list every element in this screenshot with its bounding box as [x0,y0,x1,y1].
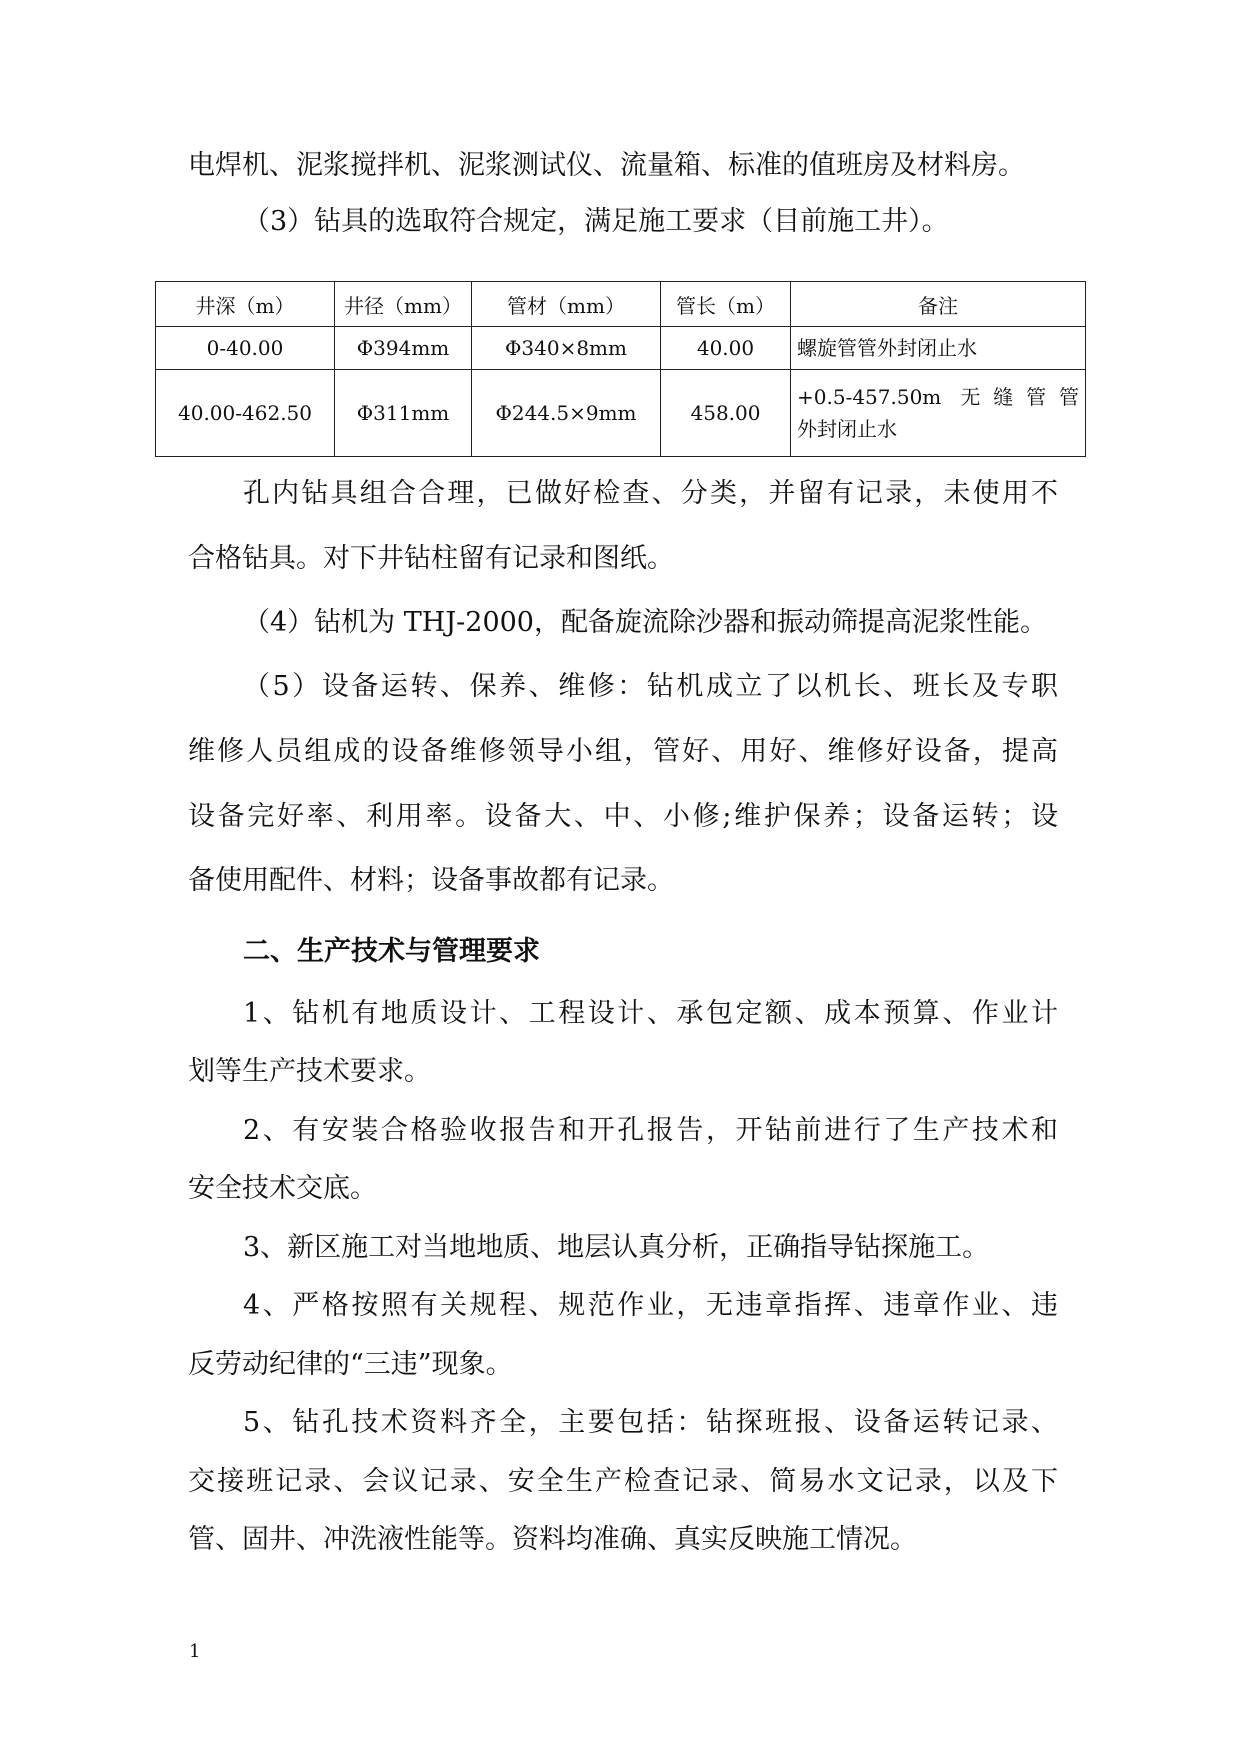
paragraph-line: 设备完好率、利用率。设备大、中、小修;维护保养；设备运转；设 [188,801,1058,832]
paragraph-line: 备使用配件、材料；设备事故都有记录。 [188,865,674,896]
cell-length: 40.00 [661,327,791,370]
paragraph-line: 合格钻具。对下井钻柱留有记录和图纸。 [188,543,674,574]
page-number: 1 [189,1641,201,1662]
remark-text: 外封闭止水 [797,417,897,441]
paragraph-line: 3、新区施工对当地地质、地层认真分析，正确指导钻探施工。 [243,1232,990,1263]
header-diameter: 井径（mm） [335,282,472,327]
drill-tool-table [155,281,1086,457]
paragraph-line: 1、钻机有地质设计、工程设计、承包定额、成本预算、作业计 [243,998,1058,1029]
section-heading: 二、生产技术与管理要求 [243,936,540,967]
table-row [156,370,1086,457]
paragraph-line: （5）设备运转、保养、维修：钻机成立了以机长、班长及专职 [243,671,1058,702]
header-depth: 井深（m） [156,282,335,327]
paragraph-line: 管、固井、冲洗液性能等。资料均准确、真实反映施工情况。 [188,1524,917,1555]
cell-depth: 40.00-462.50 [156,370,335,457]
cell-remark [791,370,1086,457]
cell-pipe: Φ244.5×9mm [472,370,661,457]
cell-diameter: Φ311mm [335,370,472,457]
remark-text: +0.5-457.50m 无缝管管 [797,385,1079,409]
paragraph-line: 划等生产技术要求。 [188,1056,431,1087]
paragraph-line: 电焊机、泥浆搅拌机、泥浆测试仪、流量箱、标准的值班房及材料房。 [188,150,1025,181]
cell-remark [791,327,1086,370]
paragraph-line: 孔内钻具组合合理，已做好检查、分类，并留有记录，未使用不 [243,478,1058,509]
paragraph-line: （4）钻机为 THJ-2000，配备旋流除沙器和振动筛提高泥浆性能。 [243,607,1047,638]
cell-length: 458.00 [661,370,791,457]
table-row [156,327,1086,370]
paragraph-line: 2、有安装合格验收报告和开孔报告，开钻前进行了生产技术和 [243,1115,1058,1146]
cell-pipe: Φ340×8mm [472,327,661,370]
paragraph-line: 安全技术交底。 [188,1173,377,1204]
paragraph-line: 5、钻孔技术资料齐全，主要包括：钻探班报、设备运转记录、 [243,1407,1058,1438]
header-remark: 备注 [791,282,1086,327]
cell-depth: 0-40.00 [156,327,335,370]
header-pipe: 管材（mm） [472,282,661,327]
remark-text: 螺旋管管外封闭止水 [797,336,977,360]
cell-diameter: Φ394mm [335,327,472,370]
paragraph-line: 维修人员组成的设备维修领导小组，管好、用好、维修好设备，提高 [188,736,1058,767]
paragraph-line: 4、严格按照有关规程、规范作业，无违章指挥、违章作业、违 [243,1290,1058,1321]
paragraph-line: 反劳动纪律的“三违”现象。 [188,1349,513,1380]
table-header-row [156,282,1086,327]
paragraph-line: （3）钻具的选取符合规定，满足施工要求（目前施工井）。 [243,206,949,237]
paragraph-line: 交接班记录、会议记录、安全生产检查记录、简易水文记录，以及下 [188,1466,1058,1497]
header-length: 管长（m） [661,282,791,327]
